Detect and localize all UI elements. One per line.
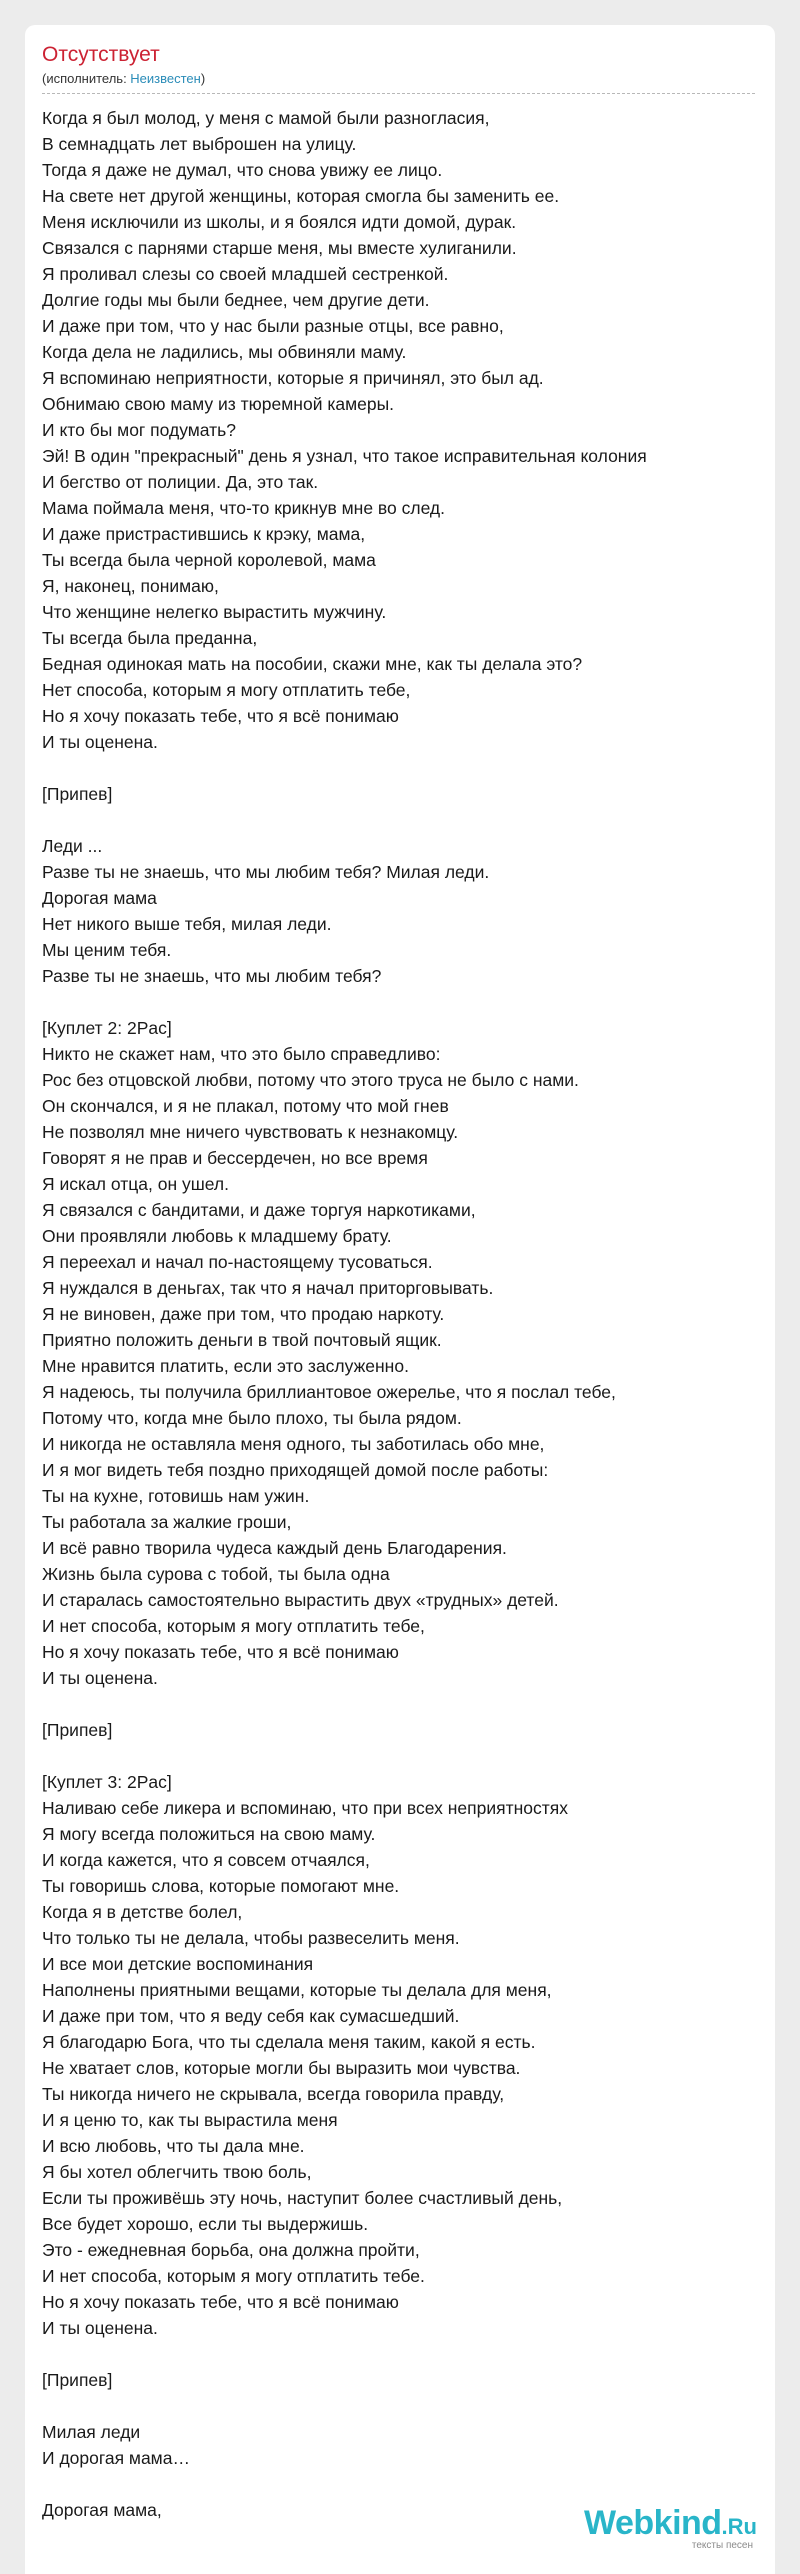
artist-link[interactable]: Неизвестен (130, 71, 201, 86)
logo-suffix: .Ru (721, 2514, 757, 2539)
lyrics-text: Когда я был молод, у меня с мамой были разногласия, В семнадцать лет выброшен на улицу. Тогда я даже не думал, что снова увижу ее лицо. На свете нет другой женщины, которая смогла бы заменить ее. Меня исключили из школы, и я боялся идти домой, дурак. Связался с парнями старше меня, мы вместе хулиганили. Я проливал слезы со своей младшей сестренкой. Долгие годы мы были беднее, чем другие дети. И даже при том, что у нас были разные отцы, все равно, Когда дела не ладились, мы обвиняли маму. Я вспоминаю неприятности, которые я причинял, это был ад. Обнимаю свою маму из тюремной камеры. И кто бы мог подумать? Эй! В один "прекрасный" день я узнал, что такое исправительная колония И бегство от полиции. Да, это так. Мама поймала меня, что-то крикнув мне во след. И даже пристрастившись к крэку, мама, Ты всегда была черной королевой, мама Я, наконец, понимаю, Что женщине нелегко вырастить мужчину. Ты всегда была преданна, Бедная одинокая мать на пособии, скажи мне, как ты делала это? Нет способа, которым я могу отплатить тебе, Но я хочу показать тебе, что я всё понимаю И ты оценена. [Припев] Леди ... Разве ты не знаешь, что мы любим тебя? Милая леди. Дорогая мама Нет никого выше тебя, милая леди. Мы ценим тебя. Разве ты не знаешь, что мы любим тебя? [Куплет 2: 2Pac] Никто не скажет нам, что это было справедливо: Рос без отцовской любви, потому что этого труса не было с нами. Он скончался, и я не плакал, потому что мой гнев Не позволял мне ничего чувствовать к незнакомцу. Говорят я не прав и бессердечен, но все время Я искал отца, он ушел. Я связался с бандитами, и даже торгуя наркотиками, Они проявляли любовь к младшему брату. Я переехал и начал по-настоящему тусоваться. Я нуждался в деньгах, так что я начал приторговывать. Я не виновен, даже при том, что продаю наркоту. Приятно положить деньги в твой почтовый ящик. Мне нравится платить, если это заслуженно. Я надеюсь, ты получила бриллиантовое ожерелье, что я послал тебе, Потому что, когда мне было плохо, ты была рядом. И никогда не оставляла меня одного, ты заботилась обо мне, И я мог видеть тебя поздно приходящей домой после работы: Ты на кухне, готовишь нам ужин. Ты работала за жалкие гроши, И всё равно творила чудеса каждый день Благодарения. Жизнь была сурова с тобой, ты была одна И старалась самостоятельно вырастить двух «трудных» детей. И нет способа, которым я могу отплатить тебе, Но я хочу показать тебе, что я всё понимаю И ты оценена. [Припев] [Куплет 3: 2Pac] Наливаю себе ликера и вспоминаю, что при всех неприятностях Я могу всегда положиться на свою маму. И когда кажется, что я совсем отчаялся, Ты говоришь слова, которые помогают мне. Когда я в детстве болел, Что только ты не делала, чтобы развеселить меня. И все мои детские воспоминания Наполнены приятными вещами, которые ты делала для меня, И даже при том, что я веду себя как сумасшедший. Я благодарю Бога, что ты сделала меня таким, какой я есть. Не хватает слов, которые могли бы выразить мои чувства. Ты никогда ничего не скрывала, всегда говорила правду, И я ценю то, как ты вырастила меня И всю любовь, что ты дала мне. Я бы хотел облегчить твою боль, Если ты проживёшь эту ночь, наступит более счастливый день, Все будет хорошо, если ты выдержишь. Это - ежедневная борьба, она должна пройти, И нет способа, которым я могу отплатить тебе. Но я хочу показать тебе, что я всё понимаю И ты оценена. [Припев] Милая леди И дорогая мама… Дорогая мама, (42, 108, 647, 2520)
logo-tagline: тексты песен (691, 2540, 753, 2551)
song-title: Отсутствует (42, 43, 160, 66)
byline-prefix: (исполнитель: (42, 71, 131, 86)
header-divider (42, 93, 755, 94)
lyrics-card (25, 25, 775, 2574)
site-logo[interactable] (584, 2506, 757, 2552)
logo-name: Webkind (584, 2504, 722, 2542)
artist-byline (42, 71, 205, 87)
byline-suffix: ) (200, 71, 206, 86)
